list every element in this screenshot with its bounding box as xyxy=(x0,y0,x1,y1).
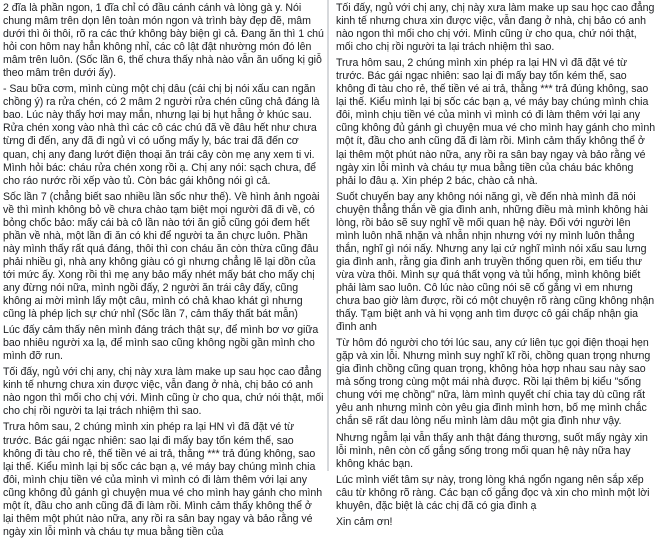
column-divider xyxy=(327,0,329,471)
right-text-column xyxy=(328,0,660,528)
left-paragraph-5: Tối đấy, ngủ với chị any, chị này xưa làm make up sau học cao đẳng kinh tế nhưng chưa xin được việc, vẫn đang ở nhà, chị bảo có anh nào ngon thì mối cho chị với. Mình cũng ừ cho qua, chứ nói thật, mối cho chị rồi người ta lại trách nhiệm thì sao. xyxy=(3,366,324,418)
right-paragraph-7: Xin cảm ơn! xyxy=(336,515,393,528)
left-text-column xyxy=(0,0,328,538)
right-paragraph-6: Lúc mình viết tâm sự này, trong lòng khá ngổn ngang nên sắp xếp câu từ không rõ ràng. Các bạn cố gắng đọc và xin cho mình một lời khuyên, đặc biệt là các chị đã có gia đình ạ xyxy=(336,473,650,512)
left-paragraph-1: 2 đĩa là phần ngon, 1 đĩa chỉ có đầu cánh cánh và lòng gà y. Nói chung mâm trên dọn lên toàn món ngon và trình bày đẹp đẽ, mâm dưới thì ôi thôi, rõ ra các thứ không bày biện gì cả. Đang ăn thì 1 chú hỏi con hôm nay hẳn không nhỉ, các cô lật đật nhường món đó lên mâm trên luôn. (Sốc lần 6, thế chưa thấy nhà nào vẫn ăn uống kị giỗ theo mâm trên dưới ấy). xyxy=(3,2,324,80)
left-paragraph-6: Trưa hôm sau, 2 chúng mình xin phép ra lại HN vì đã đặt vé từ trước. Bác gái ngạc nhiên: sao lại đi mấy bay tốn kém thế, sao không đi tàu cho rẻ, thế tiền vé ai trả, thằng *** trả đúng không, sao lại thế. Kiểu mình lại bị sốc các bạn ạ, vé máy bay chúng mình chia đôi, mình chịu tiền vé của mình vì mình có đi làm thêm với lại any cũng không đủ gánh gì chuyện mua vé cho mình hay gánh cho mình một ít, đầu cho anh cũng đã đi làm rồi. Mình cảm thấy không thể ở lại thêm một phút nào nữa, any rồi ra sân bay ngay và bảo rằng vé ngày xin lỗi mình và cháu tự mua bằng tiền của xyxy=(3,421,323,538)
left-paragraph-3: Sốc lần 7 (chẳng biết sao nhiều lần sốc như thế). Về hình ảnh ngoài về thì mình không bỏ về chưa chào tạm biệt mọi người đã đi về, có bỏng chốc bảo: mấy cái bà cô lần nào tới ăn giỗ cũng gói đem hết phần về nhà, một lần đi ăn có khi để người ta ăn chực luôn. Phần này mình thấy rất quá đáng, thôi thì con cháu ăn còn thừa cũng đâu phải nhiều gì, nhà any không giàu có gì nhưng chẳng lẽ lại dồn của tới mức ấy. Xong rồi thì mẹ any bảo mấy nhét mấy bát cho mấy chị any đừng nói nữa, mình ngồi đấy, 2 người ăn trái cây đấy, cũng không ai mời mình lấy một câu, mình có chả khao khát gì nhưng cũng là phép lịch sự chứ nhỉ (Sốc lần 7, cảm thấy thất bát mẫn) xyxy=(3,190,320,321)
right-paragraph-2: Trưa hôm sau, 2 chúng mình xin phép ra lại HN vì đã đặt vé từ trước. Bác gái ngạc nhiên: sao lại đi mấy bay tốn kém thế, sao không đi tàu cho rẻ, thế tiền vé ai trả, thằng *** trả đúng không, sao lại thế. Kiểu mình lại bị sốc các bạn ạ, vé máy bay chúng mình chia đôi, mình chịu tiền vé của mình vì mình có đi làm thêm với lại any cũng không đủ gánh gì chuyện mua vé cho mình hay gánh cho mình một ít, đầu cho anh cũng đã đi làm rồi. Mình cảm thấy không thể ở lại thêm một phút nào nữa, any rồi ra sân bay ngay và bảo rằng vé ngày xin lỗi mình và cháu tự mua bằng tiền của cháu bác không phải lo đâu ạ. Xin phép 2 bác, chào cả nhà. xyxy=(336,57,656,187)
right-paragraph-3: Suốt chuyến bay any không nói năng gì, về đến nhà mình đã nói chuyện thẳng thắn về gia đình anh, những điều mà mình không hài lòng, rồi bảo sẽ suy nghĩ về mối quan hệ này. Đối với người lên mình luôn nhã nhặn và nhẫn nhịn nhưng với ny mình luôn thẳng thắn, nghĩ gì nói nấy. Nhưng any lại cứ nghĩ mình nói xấu sau lưng gia đình anh, rằng gia đình anh truyền thống quen rồi, em tiểu thư vừa vừa thôi. Mình sự quá thất vọng và tủi hổng, mình không biết phải làm sao luôn. Cô lúc nào cũng nói sẽ cố gắng vì em nhưng chưa bao giờ làm được, rồi có một chuyện rõ ràng cũng không nhận thấy. Tạm biệt anh và hi vọng anh tìm được cô gái chấp nhận gia đình anh xyxy=(336,190,655,334)
left-paragraph-4: Lúc đấy cảm thấy nên mình đáng trách thật sự, để mình bơ vơ giữa bao nhiêu người xa lạ, để mình sao cũng không ngồi gần mình cho mình đỡ run. xyxy=(3,324,319,363)
left-paragraph-2: - Sau bữa cơm, mình cùng một chị dâu (cái chị bị nói xấu can ngăn chồng ý) ra rửa chén, có 2 mâm 2 người rửa chén cũng chả đáng là bao. Lúc này thấy hơi may mắn, nhưng lại bị hụt hẫng ở khúc sau. Rửa chén xong vào nhà thì các cô các chú đã về đâu hết như chưa từng đi đến, any đã đi ngủ vì có uống mấy ly, bác trai đã đến cơ quan, chị any đang lướt điện thoại ăn trái cây còn mẹ any xem ti vi. Mình hỏi bác: cháu rửa chén xong rồi ạ. Chị any nói: sạch chưa, để cho ráo nước rồi xếp vào tủ. Còn bác gái không nói gì cả. xyxy=(3,83,320,187)
right-paragraph-5: Nhưng ngẫm lại vẫn thấy anh thật đáng thương, suốt mấy ngày xin lỗi mình, nên còn cố gắng sống trong mối quan hệ này nữa hay không khác bạn. xyxy=(336,431,648,470)
right-paragraph-1: Tối đấy, ngủ với chị any, chị này xưa làm make up sau học cao đẳng kinh tế nhưng chưa xin được việc, vẫn đang ở nhà, chị bảo có anh nào ngon thì mối cho chị với. Mình cũng ừ cho qua, chứ nói thật, mối cho chị rồi người ta lại trách nhiệm thì sao. xyxy=(336,2,655,54)
right-paragraph-4: Từ hôm đó người cho tới lúc sau, any cứ liên tục gọi điện thoại hẹn gặp và xin lỗi. Nhưng mình suy nghĩ kĩ rồi, chồng quan trọng nhưng gia đình chồng cũng quan trọng, không hòa hợp nhau sau này sao mà sống trong cùng một mái nhà được. Rồi lại thêm bị kiểu "sống chung với mẹ chồng" nữa, làm mình quyết chí chia tay dù cũng rất yêu anh nhưng mình còn yêu gia đình mình hơn, bố mẹ mình chắc chắn sẽ rất dau lòng nếu mình làm dâu một gia đình như vậy. xyxy=(336,337,651,428)
